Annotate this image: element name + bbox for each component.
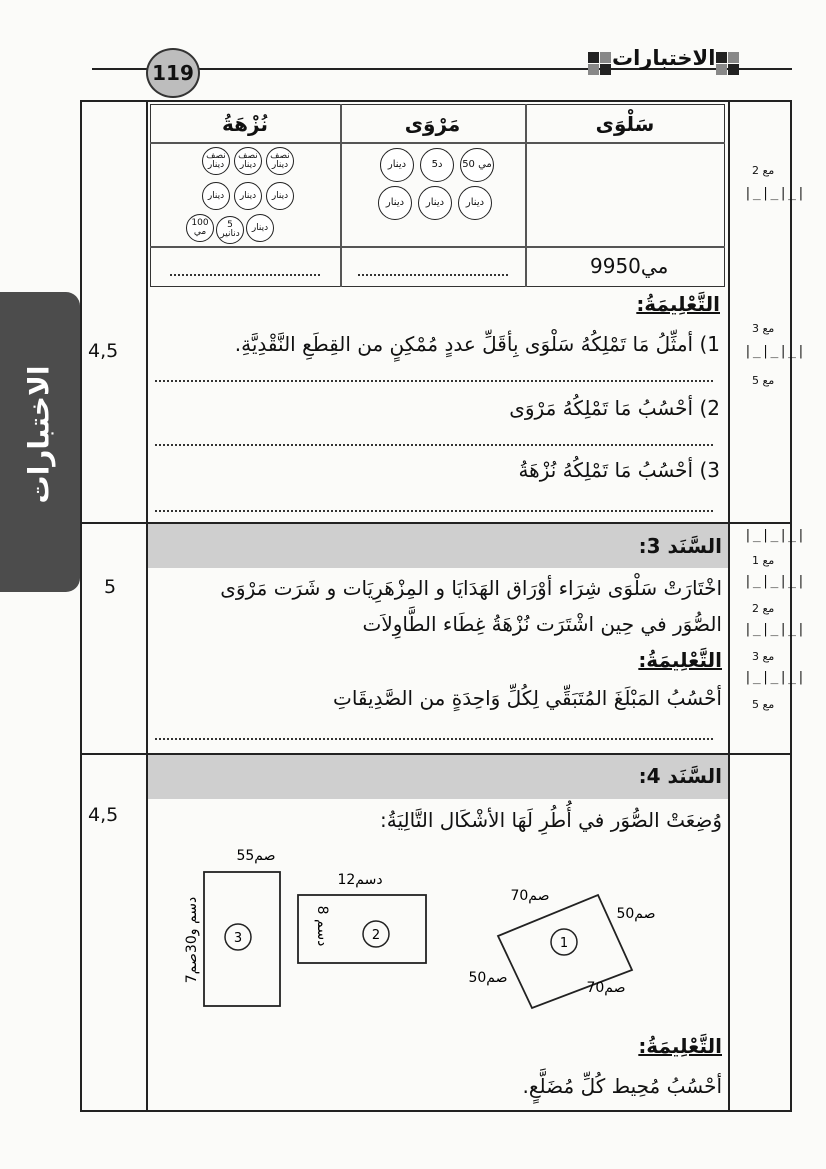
shape-1-top-label: 70صم <box>510 888 550 904</box>
criterion-label: مع 2 <box>752 164 775 177</box>
shape-3-label: 3 <box>233 931 243 946</box>
coins-table-divider <box>150 246 725 248</box>
criterion-label: مع 5 <box>752 698 775 711</box>
coin-100-millimes: 100 مي <box>186 214 214 242</box>
section-3-instruction: أحْسُبُ المَبْلَغَ المُتَبَقِّي لِكُلِّ وَاحِدَةٍ من الصَّدِيقَاتِ <box>332 686 722 710</box>
header-square-icon <box>728 64 739 75</box>
header-square-icon <box>600 64 611 75</box>
shape-1-label: 1 <box>559 936 569 951</box>
shape-2-label: 2 <box>371 928 381 943</box>
score-boxes[interactable]: |_|_|_| <box>744 622 806 637</box>
score-boxes[interactable]: |_|_|_| <box>744 528 806 543</box>
shape-2-width-label: 12دسم <box>337 872 383 888</box>
question-3: 3) أحْسُبُ مَا تَمْلِكُهُ نُزْهَةُ <box>518 458 720 482</box>
coins-table-divider <box>150 142 725 144</box>
answer-line-nozha[interactable] <box>170 274 320 276</box>
header-square-icon <box>600 52 611 63</box>
shape-3-width-label: 55صم <box>236 848 276 864</box>
answer-line[interactable] <box>155 380 713 382</box>
answer-line[interactable] <box>155 510 713 512</box>
column-header-salwa: سَلْوَى <box>595 112 655 136</box>
criteria-column-divider <box>728 100 730 1112</box>
section-4-text: وُضِعَتْ الصُّوَر في أُطُرِ لَهَا الأشْكَال التَّالِيَةُ: <box>380 808 722 832</box>
page-number: 119 <box>146 48 200 98</box>
coin-half-dinar: نصف دينار <box>266 147 294 175</box>
salwa-amount: 9950مي <box>590 254 669 278</box>
score-boxes[interactable]: |_|_|_| <box>744 670 806 685</box>
answer-line[interactable] <box>155 738 713 740</box>
column-header-nozha: نُزْهَةُ <box>222 112 268 136</box>
shapes-figure <box>150 840 726 1020</box>
shape-1-right-label: 50صم <box>616 906 656 922</box>
instruction-title: التَّعْلِيمَةُ: <box>636 292 720 316</box>
coin-half-dinar: نصف دينار <box>202 147 230 175</box>
coin-50-millimes: 50 مي <box>460 148 494 182</box>
question-1: 1) أمثِّلُ مَا تَمْلِكُهُ سَلْوَى بِأقَلِّ عددٍ مُمْكِنٍ من القِطَعِ النَّقْدِيَّةِ. <box>234 332 720 356</box>
coin-5-dinars: 5د <box>420 148 454 182</box>
criterion-label: مع 3 <box>752 322 775 335</box>
instruction-title: التَّعْلِيمَةُ: <box>638 1034 722 1058</box>
shape-1-left-label: 50صم <box>468 970 508 986</box>
score-boxes[interactable]: |_|_|_| <box>744 344 806 359</box>
criterion-label: مع 5 <box>752 374 775 387</box>
score-boxes[interactable]: |_|_|_| <box>744 186 806 201</box>
header-square-icon <box>716 64 727 75</box>
coin-half-dinar: نصف دينار <box>234 147 262 175</box>
section-3-text-2: الصُّوَر في حِين اشْتَرَت نُزْهَةُ غِطَاء الطَّاوِلاَت <box>362 612 722 636</box>
answer-line[interactable] <box>155 444 713 446</box>
coin-dinar: دينار <box>234 182 262 210</box>
criterion-label: مع 2 <box>752 602 775 615</box>
shape-1-bottom-label: 70صم <box>586 980 626 996</box>
coin-dinar: دينار <box>418 186 452 220</box>
score-boxes[interactable]: |_|_|_| <box>744 574 806 589</box>
instruction-title: التَّعْلِيمَةُ: <box>638 648 722 672</box>
header-square-icon <box>716 52 727 63</box>
header-square-icon <box>588 52 599 63</box>
shape-2-height-label: 8 دسم <box>314 905 330 947</box>
criterion-label: مع 1 <box>752 554 775 567</box>
coin-dinar: دينار <box>380 148 414 182</box>
shape-3-height-label: 7دسم و30صم <box>184 896 200 984</box>
section-3-text-1: اخْتَارَتْ سَلْوَى شِرَاء أوْرَاق الهَدَايَا و المِزْهَرِيَات و شَرَت مَرْوَى <box>220 576 722 600</box>
coin-dinar: دينار <box>202 182 230 210</box>
coin-dinar: دينار <box>378 186 412 220</box>
header-square-icon <box>588 64 599 75</box>
coin-dinar: دينار <box>458 186 492 220</box>
score-value: 4,5 <box>88 340 119 362</box>
section-4-title: السَّنَد 4: <box>638 764 722 788</box>
answer-line-marwa[interactable] <box>358 274 508 276</box>
column-header-marwa: مَرْوَى <box>404 112 461 136</box>
question-2: 2) أحْسُبُ مَا تَمْلِكُهُ مَرْوَى <box>509 396 720 420</box>
score-value: 4,5 <box>88 804 119 826</box>
side-tab-label: الاختبارات <box>22 365 56 504</box>
coin-dinar: دينار <box>266 182 294 210</box>
score-value: 5 <box>104 576 117 598</box>
coin-dinar: دينار <box>246 214 274 242</box>
criterion-label: مع 3 <box>752 650 775 663</box>
coin-5-dinars: 5 دنانير <box>216 216 244 244</box>
section-4-instruction: أحْسُبُ مُحِيط كُلِّ مُضَلَّعٍ. <box>522 1074 722 1098</box>
section-3-title: السَّنَد 3: <box>638 534 722 558</box>
header-square-icon <box>728 52 739 63</box>
score-column-divider <box>146 100 148 1112</box>
header-title: الاختبارات <box>612 46 716 70</box>
